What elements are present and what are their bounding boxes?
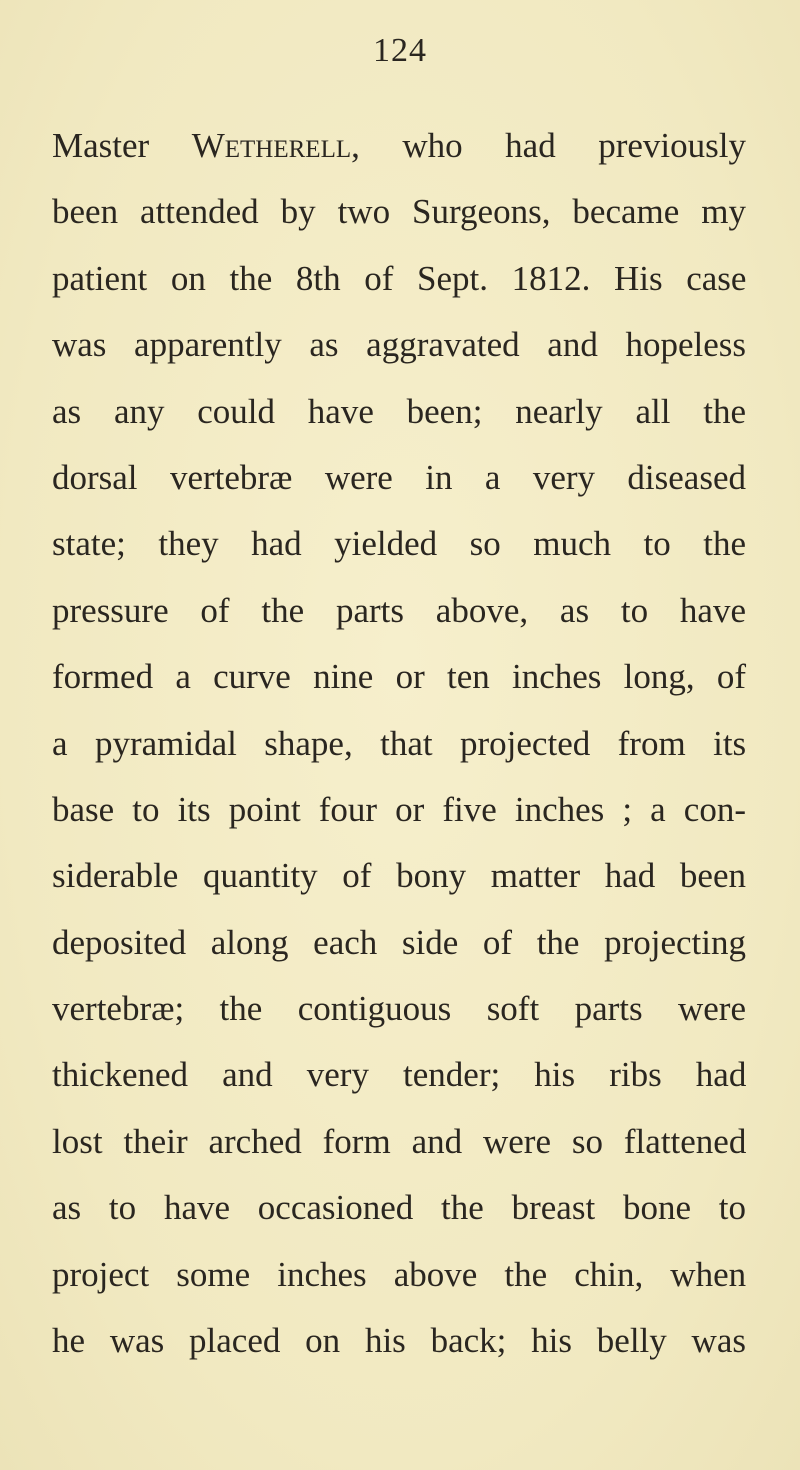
text-segment: patient on the 8th of Sept. 1812. His case bbox=[52, 258, 747, 298]
text-segment: deposited along each side of the projecting bbox=[52, 922, 746, 962]
text-segment: state; they had yielded so much to the bbox=[52, 524, 746, 564]
text-line bbox=[52, 1254, 747, 1323]
text-line bbox=[52, 258, 747, 327]
text-segment: as to have occasioned the breast bone to bbox=[52, 1188, 746, 1228]
text-segment: was apparently as aggravated and hopeless bbox=[52, 325, 746, 365]
text-line bbox=[52, 194, 746, 260]
text-segment: siderable quantity of bony matter had been bbox=[52, 856, 746, 896]
text-line bbox=[52, 991, 746, 1057]
text-line bbox=[52, 723, 747, 792]
page-number: 124 bbox=[373, 32, 427, 69]
text-segment: been attended by two Surgeons, became my bbox=[52, 192, 746, 232]
text-line bbox=[52, 1121, 747, 1190]
text-segment: he was placed on his back; his belly was bbox=[52, 1321, 746, 1361]
text-line bbox=[52, 128, 746, 194]
text-line bbox=[52, 327, 746, 393]
text-line bbox=[52, 659, 746, 725]
text-line bbox=[52, 1323, 746, 1389]
text-line bbox=[52, 526, 746, 592]
text-line bbox=[52, 590, 746, 659]
text-segment: , who had previously bbox=[351, 126, 746, 165]
text-segment: pressure of the parts above, as to have bbox=[52, 590, 746, 630]
text-line bbox=[52, 1057, 746, 1123]
text-segment: dorsal vertebræ were in a very diseased bbox=[52, 457, 747, 497]
name-wetherell: Wetherell bbox=[191, 126, 352, 165]
text-segment: thickened and very tender; his ribs had bbox=[52, 1055, 747, 1095]
text-segment: formed a curve nine or ten inches long, of bbox=[52, 657, 747, 697]
text-segment: as any could have been; nearly all the bbox=[52, 391, 746, 431]
text-segment: vertebræ; the contiguous soft parts were bbox=[52, 989, 746, 1029]
text-segment: project some inches above the chin, when bbox=[52, 1254, 747, 1294]
text-line bbox=[52, 789, 746, 858]
text-line bbox=[52, 922, 746, 991]
text-line bbox=[52, 1190, 746, 1256]
text-segment: a pyramidal shape, that projected from its bbox=[52, 723, 747, 763]
text-line bbox=[52, 391, 746, 460]
text-segment: base to its point four or five inches ; a con- bbox=[52, 789, 746, 829]
text-segment: Master bbox=[52, 126, 192, 165]
text-line bbox=[52, 858, 746, 924]
text-segment: lost their arched form and were so flattened bbox=[52, 1121, 747, 1161]
text-line bbox=[52, 457, 747, 526]
body-text bbox=[52, 128, 746, 1389]
